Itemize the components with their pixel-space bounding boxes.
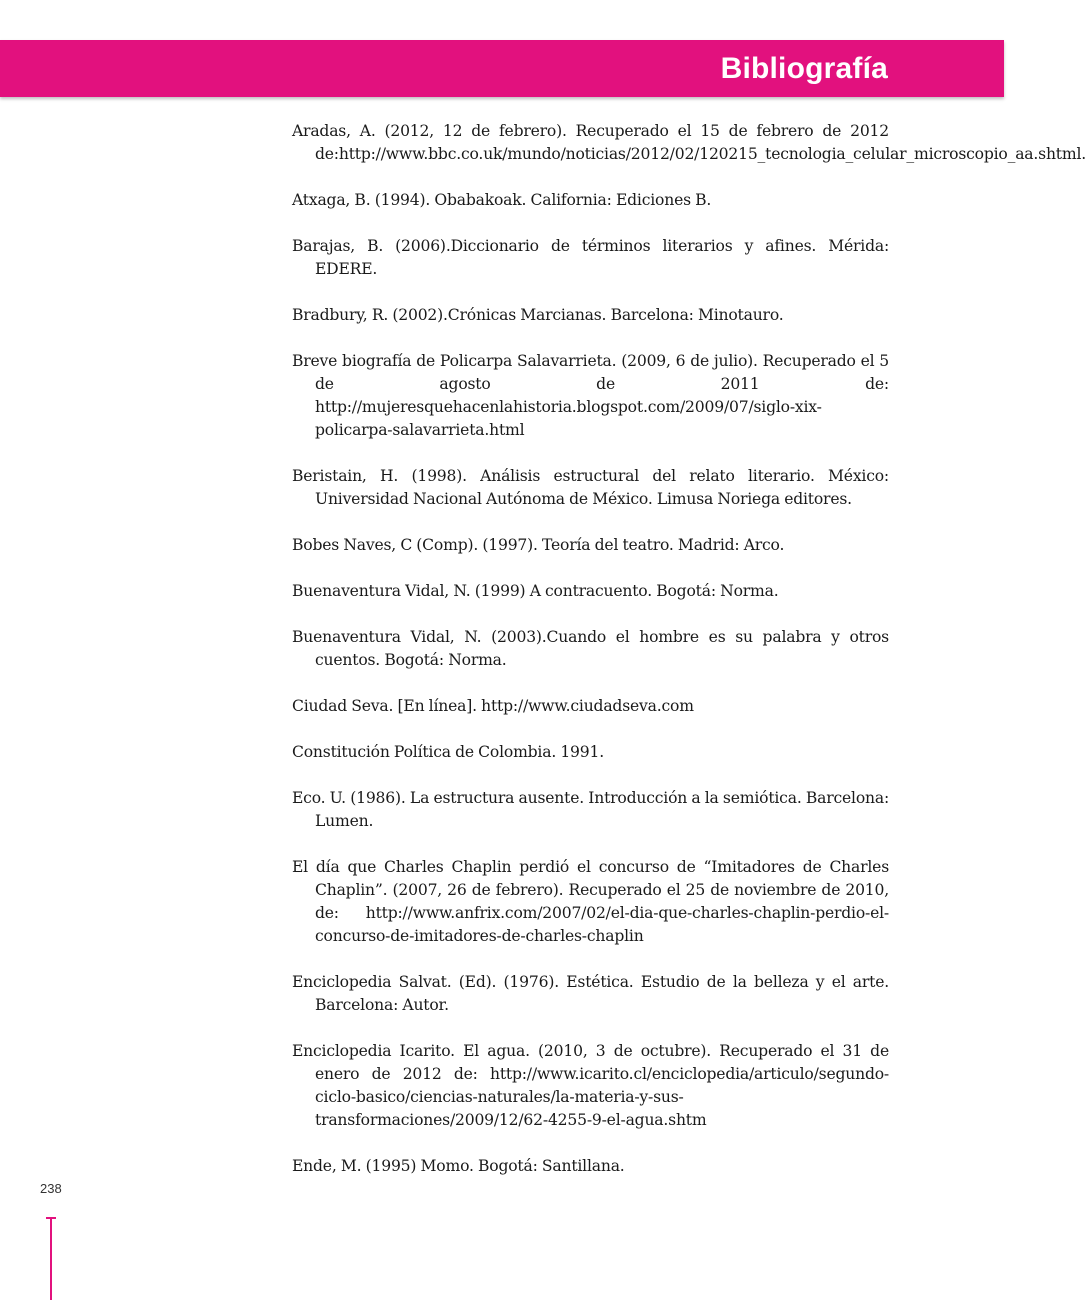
bibliography-entry: Atxaga, B. (1994). Obabakoak. California: Ediciones B.: [292, 191, 712, 209]
bibliography-entry: Enciclopedia Icarito. El agua. (2010, 3 de octubre). Recuperado el 31 de enero de 2012 de: http://www.icarito.cl/enciclopedia/articulo/segundo-ciclo-basico/ciencias-naturales/la-materia-y-sus-transformaciones/2009/12/62-4255-9-el-agua.shtm: [292, 1042, 889, 1129]
bibliography-entry: Eco. U. (1986). La estructura ausente. Introducción a la semiótica. Barcelona: Lumen.: [292, 789, 889, 830]
bibliography-entry: Breve biografía de Policarpa Salavarrieta. (2009, 6 de julio). Recuperado el 5 de agosto de 2011 de: http://mujeresquehacenlahistoria.blogspot.com/2009/07/siglo-xix-policarpa-salavarrieta.html: [292, 352, 889, 439]
bibliography-entry: El día que Charles Chaplin perdió el concurso de “Imitadores de Charles Chaplin”. (2007, 26 de febrero). Recuperado el 25 de noviembre de 2010, de: http://www.anfrix.com/2007/02/el-dia-que-charles-chaplin-perdio-el-concurso-de-imitadores-de-charles-chaplin: [292, 858, 889, 945]
bibliography-entry: Aradas, A. (2012, 12 de febrero). Recuperado el 15 de febrero de 2012 de:http://www.bbc.co.uk/mundo/noticias/2012/02/120215_tecnologia_celular_microscopio_aa.shtml.: [292, 122, 1086, 163]
bibliography-entry: Bradbury, R. (2002).Crónicas Marcianas. Barcelona: Minotauro.: [292, 306, 784, 324]
bibliography-entry: Ciudad Seva. [En línea]. http://www.ciudadseva.com: [292, 697, 694, 715]
bibliography-entry: Buenaventura Vidal, N. (1999) A contracuento. Bogotá: Norma.: [292, 582, 779, 600]
bibliography-entry: Ende, M. (1995) Momo. Bogotá: Santillana.: [292, 1157, 625, 1175]
bibliography-entry: Constitución Política de Colombia. 1991.: [292, 743, 604, 761]
bibliography-entry: Buenaventura Vidal, N. (2003).Cuando el hombre es su palabra y otros cuentos. Bogotá: Norma.: [292, 628, 889, 669]
bibliography-entry: Beristain, H. (1998). Análisis estructural del relato literario. México: Universidad Nacional Autónoma de México. Limusa Noriega editores.: [292, 467, 889, 508]
header-band: [0, 40, 1004, 97]
margin-rule: [50, 1218, 52, 1300]
bibliography-list: [292, 120, 1086, 1201]
bibliography-entry: Enciclopedia Salvat. (Ed). (1976). Estética. Estudio de la belleza y el arte. Barcelona: Autor.: [292, 973, 889, 1014]
bibliography-entry: Barajas, B. (2006).Diccionario de términos literarios y afines. Mérida: EDERE.: [292, 237, 889, 278]
bibliography-entry: Bobes Naves, C (Comp). (1997). Teoría del teatro. Madrid: Arco.: [292, 536, 785, 554]
page-number: 238: [40, 1181, 62, 1196]
page-title: Bibliografía: [720, 52, 888, 85]
